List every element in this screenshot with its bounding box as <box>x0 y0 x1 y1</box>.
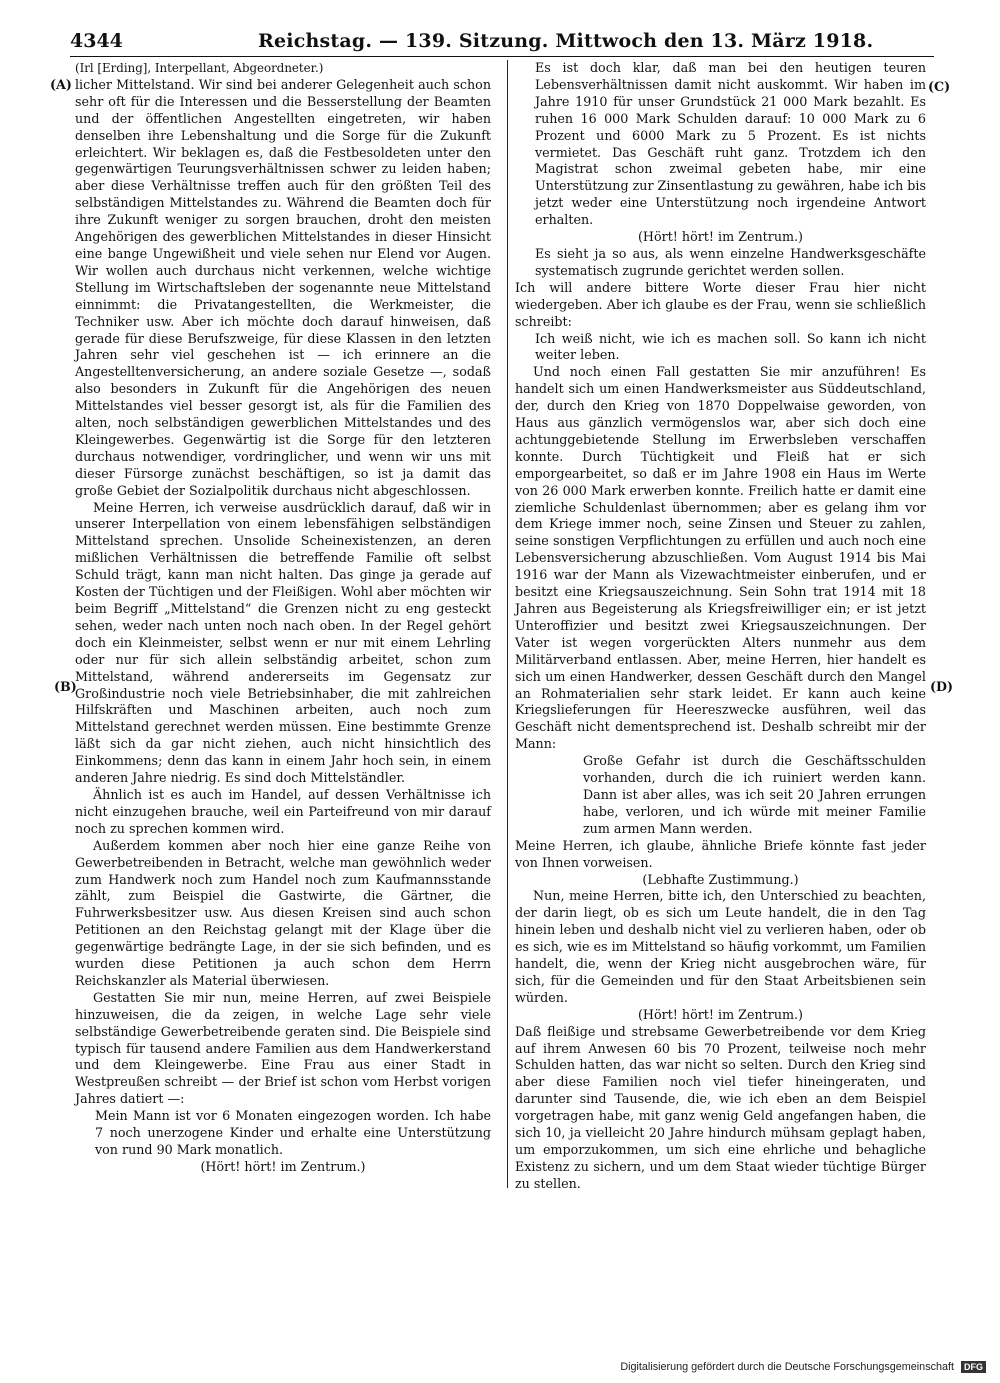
paragraph: Nun, meine Herren, bitte ich, den Unterschied zu beachten, der darin liegt, ob es sich um Leute handelt, die in den Tag hinein leben und deshalb nicht viel zu verlieren haben, oder ob es sich, wie es im Mittelstand so häufig vorkommt, um Familien handelt, die, wenn der Krieg nicht ausgebrochen wäre, für sich, für die Gemeinden und für den Staat Arbeitsbienen sein würden. <box>515 888 926 1005</box>
quoted-letter: Große Gefahr ist durch die Geschäftsschulden vorhanden, durch die ich ruiniert werden kann. Dann ist aber alles, was ich seit 20 Jahren errungen habe, verloren, und ich würde mit meiner Familie zum armen Mann werden. <box>583 753 926 836</box>
paragraph: Ähnlich ist es auch im Handel, auf dessen Verhältnisse ich nicht einzugehen brauche, weil ein Parteifreund von mir darauf noch zu sprechen kommen wird. <box>75 786 491 836</box>
column-divider <box>507 60 508 1188</box>
margin-mark-c: (C) <box>928 79 951 94</box>
quoted-letter: Mein Mann ist vor 6 Monaten eingezogen worden. Ich habe 7 noch unerzogene Kinder und erhalte eine Unterstützung von rund 90 Mark monatlich. <box>95 1108 491 1157</box>
page-number: 4344 <box>70 30 123 52</box>
digitization-credit <box>620 1361 986 1373</box>
page-header <box>70 30 930 54</box>
interjection: (Lebhafte Zustimmung.) <box>642 871 799 887</box>
paragraph: Daß fleißige und strebsame Gewerbetreibende vor dem Krieg auf ihrem Anwesen 60 bis 70 Prozent, teilweise noch mehr Schulden hatten, das war nicht so selten. Durch den Krieg sind aber diese Familien noch viel tiefer hineingeraten, und darunter sind Tausende, die, wie ich eben an dem Beispiel vorgetragen habe, mit ganz wenig Geld angefangen haben, die sich 10, ja vielleicht 20 Jahre hindurch mühsam geplagt haben, um emporzukommen, um sich eine ehrliche und behagliche Existenz zu sichern, und um dem Staat wieder tüchtige Bürger zu stellen. <box>515 1023 926 1191</box>
quoted-letter: Es ist doch klar, daß man bei den heutigen teuren Lebensverhältnissen damit nicht auskommt. Wir haben im Jahre 1910 für unser Grundstück 21 000 Mark bezahlt. Es ruhen 16 000 Mark Schulden darauf: 10 000 Mark zu 6 Prozent und 6000 Mark zu 5 Prozent. Es ist nichts vermietet. Das Geschäft ruht ganz. Trotzdem ich den Magistrat schon zweimal gebeten habe, mir eine Unterstützung zur Zinsentlastung zu gewähren, habe ich bis jetzt weder eine Unterstützung noch irgendeine Antwort erhalten. <box>535 60 926 228</box>
paragraph: Außerdem kommen aber noch hier eine ganze Reihe von Gewerbetreibenden in Betracht, welche man gewöhnlich weder zum Handwerk noch zum Handel noch zum Kaufmannsstande zählt, zum Beispiel die Gastwirte, die Gärtner, die Fuhrwerksbesitzer usw. Aus diesen Kreisen sind auch schon Petitionen an den Reichstag gelangt mit der Klage über die gegenwärtige bedrängte Lage, in der sie sich befinden, und es wurden diese Petitionen ja auch schon dem Herrn Reichskanzler als Material überwiesen. <box>75 837 491 988</box>
interjection: (Hört! hört! im Zentrum.) <box>637 1006 804 1022</box>
margin-mark-d: (D) <box>930 679 954 694</box>
quoted-letter: Ich weiß nicht, wie ich es machen soll. So kann ich nicht weiter leben. <box>535 330 926 363</box>
dfg-logo: DFG <box>961 1361 986 1373</box>
paragraph: Ich will andere bittere Worte dieser Frau hier nicht wiedergeben. Aber ich glaube es der Frau, wenn sie schließlich schreibt: <box>515 279 926 329</box>
interjection: (Hört! hört! im Zentrum.) <box>637 229 804 245</box>
paragraph: Meine Herren, ich verweise ausdrücklich darauf, daß wir in unserer Interpellation von einem lebensfähigen selbständigen Mittelstand sprechen. Unsolide Scheinexistenzen, an deren mißlichen Verhältnissen die betreffende Familie oft selbst Schuld trägt, kann man nicht halten. Das ginge ja gerade auf Kosten der Tüchtigen und der Fleißigen. Wohl aber möchten wir beim Begriff „Mittelstand“ die Grenzen nicht zu eng gesteckt sehen, weder nach unten noch nach oben. In der Regel gehört doch ein Kleinmeister, selbst wenn er nur mit einem Lehrling oder nur für sich allein selbständig arbeitet, schon zum Mittelstand, während andererseits im Gegensatz zur Großindustrie noch viele Betriebsinhaber, die mit zahlreichen Hilfskräften und Maschinen arbeiten, auch noch zum Mittelstand gerechnet werden müssen. Eine bestimmte Grenze läßt sich da gar nicht ziehen, auch nicht hinsichtlich des Einkommens; denn das kann in einem Jahr hoch sein, in einem anderen Jahre niedrig. Es sind doch Mittelständler. <box>75 499 491 786</box>
paragraph: Meine Herren, ich glaube, ähnliche Briefe könnte fast jeder von Ihnen vorweisen. <box>515 837 926 870</box>
interjection: (Hört! hört! im Zentrum.) <box>200 1158 366 1174</box>
paragraph: Gestatten Sie mir nun, meine Herren, auf zwei Beispiele hinzuweisen, die da zeigen, in welche Lage sehr viele selbständige Gewerbetreibende geraten sind. Die Beispiele sind typisch für tausend andere Familien aus dem Handwerkerstand und dem Kleingewerbe. Eine Frau aus einer Stadt in Westpreußen schreibt — der Brief ist schon vom Herbst vorigen Jahres datiert —: <box>75 989 491 1107</box>
paragraph: licher Mittelstand. Wir sind bei anderer Gelegenheit auch schon sehr oft für die Interessen und die Besserstellung der Beamten und der öffentlichen Angestellten eingetreten, wir haben denselben ihre Lebenshaltung und die Sorge für die Zukunft erleichtert. Wir beklagen es, daß die Festbesoldeten unter den gegenwärtigen Teurungsverhältnissen schwer zu leiden haben; aber diese Verhältnisse treffen auch für den größten Teil des selbständigen Mittelstandes zu. Während die Beamten doch für ihre Zukunft weniger zu sorgen brauchen, droht den meisten Angehörigen des gewerblichen Mittelstandes in dieser Hinsicht eine bange Ungewißheit und viele sehen nur Elend vor Augen. Wir wollen auch durchaus nicht verkennen, welche wichtige Stellung im Wirtschaftsleben der sogenannte neue Mittelstand einnimmt: die Privatangestellten, die Werkmeister, die Techniker usw. Aber ich möchte doch darauf hinweisen, daß gerade für diese Berufszweige, für diese Klassen in den letzten Jahren sehr viel geschehen ist — ich erinnere an die Angestelltenversicherung, an andere soziale Gesetze —, sodaß also besonders in Zukunft für die Angehörigen des neuen Mittelstandes viel besser gesorgt ist, als für die Familien des alten, noch selbständigen gewerblichen Mittelstandes und des Kleingewerbes. Gegenwärtig ist die Sorge für den letzteren durchaus notwendiger, vordringlicher, und wenn wir uns mit dieser Fürsorge zunächst beschäftigen, so ist ja damit das große Gebiet der Sozialpolitik durchaus nicht abgeschlossen. <box>75 76 491 498</box>
quoted-letter: Es sieht ja so aus, als wenn einzelne Handwerksgeschäfte systematisch zugrunde gerichtet werden sollen. <box>535 245 926 278</box>
left-column <box>75 60 491 1176</box>
right-column <box>515 60 926 1193</box>
margin-mark-a: (A) <box>50 77 72 92</box>
header-rule <box>70 56 934 57</box>
paragraph: Und noch einen Fall gestatten Sie mir anzuführen! Es handelt sich um einen Handwerksmeister aus Süddeutschland, der, durch den Krieg von 1870 Doppelwaise geworden, von Haus aus gänzlich vermögenslos war, aber sich doch eine achtunggebietende Stellung im Erwerbsleben verschaffen konnte. Durch Tüchtigkeit und Fleiß hat er sich emporgearbeitet, so daß er im Jahre 1908 ein Haus im Werte von 26 000 Mark erwerben konnte. Freilich hatte er damit eine ziemliche Schuldenlast übernommen; aber es gelang ihm vor dem Kriege immer noch, seine Zinsen und Steuer zu zahlen, seine sonstigen Verpflichtungen zu erfüllen und auch noch eine Lebensversicherung abzuschließen. Vom August 1914 bis Mai 1916 war der Mann als Vizewachtmeister einberufen, und er besitzt eine Kriegsauszeichnung. Sein Sohn trat 1914 mit 18 Jahren aus Begeisterung als Kriegsfreiwilliger ein; er ist jetzt Unteroffizier und besitzt zwei Kriegsauszeichnungen. Der Vater ist wegen vorgerückten Alters nunmehr aus dem Militärverband entlassen. Aber, meine Herren, hier handelt es sich um einen Handwerker, dessen Geschäft durch den Mangel an Rohmaterialien sehr stark leidet. Er kann auch keine Kriegslieferungen für Heereszwecke ausführen, weil das Geschäft nicht dementsprechend ist. Deshalb schreibt mir der Mann: <box>515 364 926 752</box>
credit-text: Digitalisierung gefördert durch die Deutsche Forschungsgemeinschaft <box>620 1361 954 1373</box>
running-title: Reichstag. — 139. Sitzung. Mittwoch den 13. März 1918. <box>258 30 874 52</box>
margin-mark-b: (B) <box>54 679 77 694</box>
speaker-line: (Irl [Erding], Interpellant, Abgeordneter.) <box>75 61 324 75</box>
